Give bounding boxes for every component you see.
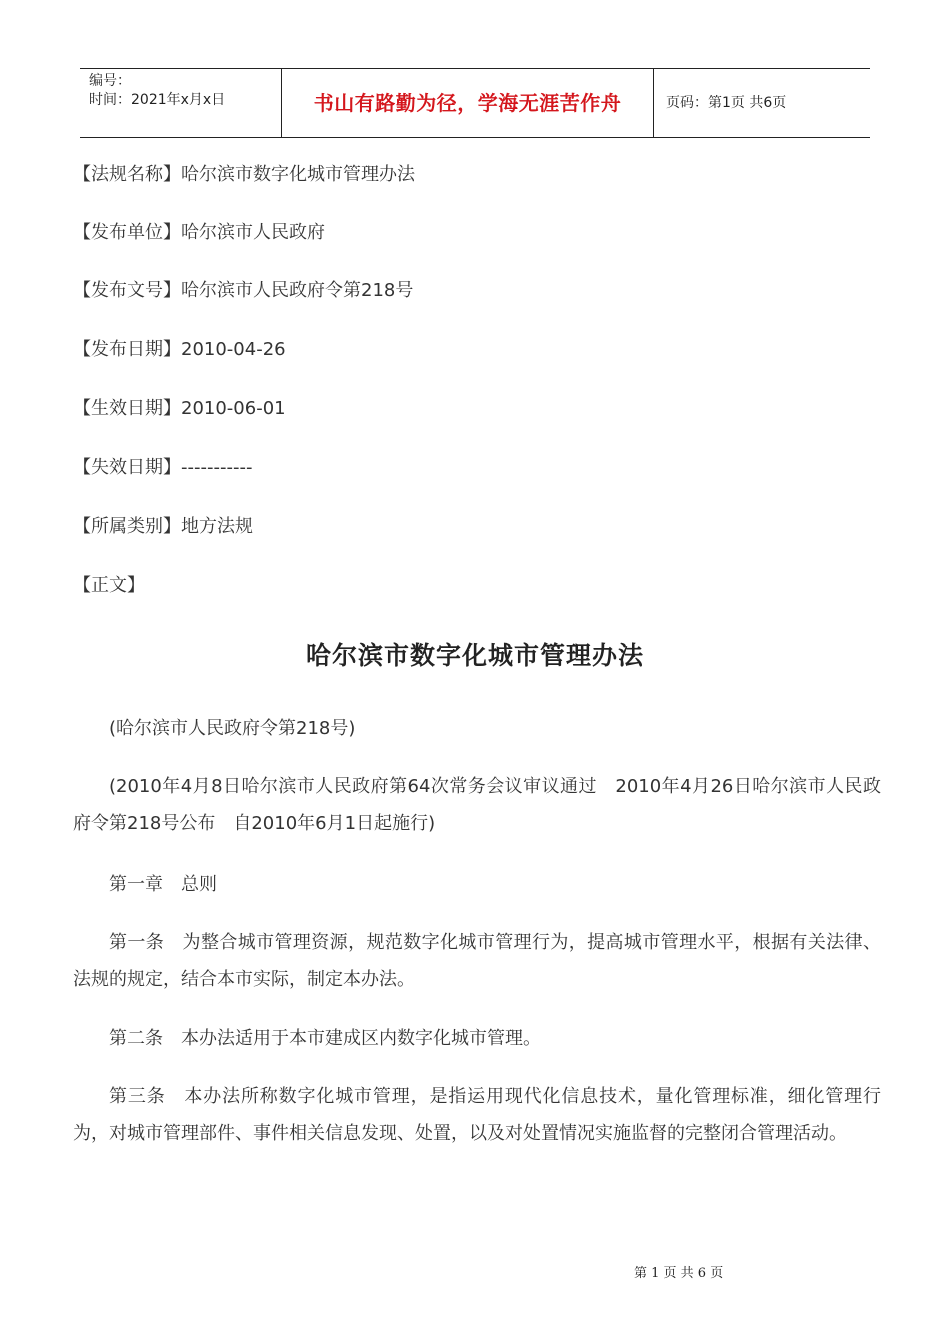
meta-category: 【所属类别】地方法规 (73, 516, 253, 537)
meta-expiry-date: 【失效日期】----------- (73, 457, 253, 478)
chapter-heading: 第一章 总则 (109, 874, 217, 895)
meta-effective-date: 【生效日期】2010-06-01 (73, 398, 286, 419)
document-title: 哈尔滨市数字化城市管理办法 (305, 641, 644, 670)
meta-issuer: 【发布单位】哈尔滨市人民政府 (73, 222, 325, 243)
article-3: 第三条 本办法所称数字化城市管理，是指运用现代化信息技术，量化管理标准，细化管理行为，对城市管理部件、事件相关信息发现、处置，以及对处置情况实施监督的完整闭合管理活动。 (73, 1086, 881, 1144)
time-label: 时间：2021年x月x日 (89, 92, 226, 108)
article-1: 第一条 为整合城市管理资源，规范数字化城市管理行为，提高城市管理水平，根据有关法律、法规的规定，结合本市实际，制定本办法。 (73, 932, 881, 990)
header-page-label: 页码：第1页 共6页 (666, 95, 787, 111)
adoption-note: (2010年4月8日哈尔滨市人民政府第64次常务会议审议通过 2010年4月26日哈尔滨市人民政府令第218号公布 自2010年6月1日起施行) (73, 776, 881, 834)
meta-regulation-name: 【法规名称】哈尔滨市数字化城市管理办法 (73, 164, 415, 185)
page-footer: 第 1 页 共 6 页 (634, 1266, 724, 1281)
meta-issue-date: 【发布日期】2010-04-26 (73, 339, 286, 360)
header-info-cell (80, 69, 281, 137)
meta-body-label: 【正文】 (73, 575, 145, 596)
meta-doc-number: 【发布文号】哈尔滨市人民政府令第218号 (73, 280, 414, 301)
number-label: 编号： (89, 73, 131, 89)
order-number: (哈尔滨市人民政府令第218号) (109, 718, 356, 739)
header-motto: 书山有路勤为径，学海无涯苦作舟 (313, 91, 622, 115)
article-2: 第二条 本办法适用于本市建成区内数字化城市管理。 (109, 1028, 541, 1049)
document-header (80, 68, 870, 138)
